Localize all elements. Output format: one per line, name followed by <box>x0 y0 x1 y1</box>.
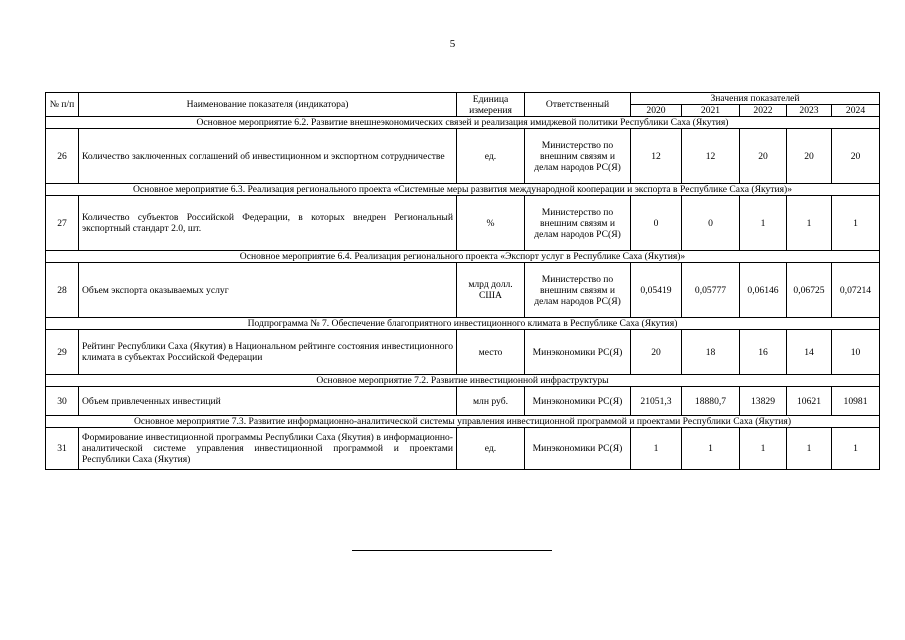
row-value-2024: 10 <box>832 330 880 375</box>
row-num: 29 <box>46 330 79 375</box>
row-value-2022: 20 <box>740 129 787 184</box>
header-num: № п/п <box>46 93 79 117</box>
row-unit: % <box>457 196 525 251</box>
section-row <box>46 251 880 263</box>
section-title: Основное мероприятие 6.3. Реализация регионального проекта «Системные меры развития международной кооперации и экспорта в Республике Саха (Якутия)» <box>46 184 880 196</box>
page-number: 5 <box>449 38 456 50</box>
row-responsible: Минэкономики РС(Я) <box>525 428 631 470</box>
row-value-2021: 18880,7 <box>682 387 740 416</box>
row-value-2024: 1 <box>832 196 880 251</box>
year-2023: 2023 <box>787 105 832 117</box>
row-value-2020: 1 <box>631 428 682 470</box>
row-responsible: Минэкономики РС(Я) <box>525 387 631 416</box>
row-value-2020: 0 <box>631 196 682 251</box>
row-responsible: Минэкономики РС(Я) <box>525 330 631 375</box>
table-row <box>46 196 880 251</box>
row-name: Рейтинг Республики Саха (Якутия) в Национальном рейтинге состояния инвестиционного климата в субъектах Российской Федерации <box>79 330 457 375</box>
row-value-2023: 20 <box>787 129 832 184</box>
row-responsible: Министерство по внешним связям и делам народов РС(Я) <box>525 263 631 318</box>
row-value-2021: 12 <box>682 129 740 184</box>
row-value-2020: 20 <box>631 330 682 375</box>
row-value-2023: 0,06725 <box>787 263 832 318</box>
year-2021: 2021 <box>682 105 740 117</box>
header-responsible: Ответственный <box>525 93 631 117</box>
row-value-2024: 0,07214 <box>832 263 880 318</box>
row-unit: млн руб. <box>457 387 525 416</box>
row-value-2021: 18 <box>682 330 740 375</box>
header-name: Наименование показателя (индикатора) <box>79 93 457 117</box>
row-value-2021: 1 <box>682 428 740 470</box>
row-value-2022: 13829 <box>740 387 787 416</box>
row-value-2021: 0,05777 <box>682 263 740 318</box>
row-num: 26 <box>46 129 79 184</box>
row-name: Формирование инвестиционной программы Республики Саха (Якутия) в информационно-аналитической системе управления инвестиционной программой и проектами Республики Саха (Якутия) <box>79 428 457 470</box>
row-name: Объем экспорта оказываемых услуг <box>79 263 457 318</box>
header-values: Значения показателей <box>631 93 880 105</box>
row-name: Количество заключенных соглашений об инвестиционном и экспортном сотрудничестве <box>79 129 457 184</box>
row-responsible: Министерство по внешним связям и делам народов РС(Я) <box>525 129 631 184</box>
row-value-2024: 1 <box>832 428 880 470</box>
year-2022: 2022 <box>740 105 787 117</box>
row-value-2020: 12 <box>631 129 682 184</box>
row-value-2022: 1 <box>740 196 787 251</box>
row-num: 27 <box>46 196 79 251</box>
row-num: 28 <box>46 263 79 318</box>
indicators-table <box>45 92 880 470</box>
section-row <box>46 318 880 330</box>
row-unit: ед. <box>457 129 525 184</box>
row-value-2023: 1 <box>787 196 832 251</box>
section-row <box>46 416 880 428</box>
row-value-2020: 21051,3 <box>631 387 682 416</box>
row-value-2020: 0,05419 <box>631 263 682 318</box>
row-value-2024: 20 <box>832 129 880 184</box>
row-value-2022: 1 <box>740 428 787 470</box>
row-value-2024: 10981 <box>832 387 880 416</box>
footer-separator-line <box>352 550 552 551</box>
row-value-2023: 14 <box>787 330 832 375</box>
table-row <box>46 428 880 470</box>
section-title: Основное мероприятие 6.4. Реализация регионального проекта «Экспорт услуг в Республике Саха (Якутия)» <box>46 251 880 263</box>
header-unit: Единица измерения <box>457 93 525 117</box>
table-row <box>46 129 880 184</box>
row-num: 31 <box>46 428 79 470</box>
row-value-2022: 16 <box>740 330 787 375</box>
table-row <box>46 263 880 318</box>
row-value-2022: 0,06146 <box>740 263 787 318</box>
table-row <box>46 387 880 416</box>
year-2024: 2024 <box>832 105 880 117</box>
row-name: Количество субъектов Российской Федерации, в которых внедрен Региональный экспортный стандарт 2.0, шт. <box>79 196 457 251</box>
section-title: Основное мероприятие 7.3. Развитие информационно-аналитической системы управления инвестиционной программой и проектами Республики Саха (Якутия) <box>46 416 880 428</box>
header-row <box>46 93 880 105</box>
section-row <box>46 184 880 196</box>
row-num: 30 <box>46 387 79 416</box>
row-value-2023: 10621 <box>787 387 832 416</box>
row-value-2021: 0 <box>682 196 740 251</box>
row-unit: млрд долл. США <box>457 263 525 318</box>
section-title: Основное мероприятие 7.2. Развитие инвестиционной инфраструктуры <box>46 375 880 387</box>
row-unit: место <box>457 330 525 375</box>
section-row <box>46 375 880 387</box>
section-title: Подпрограмма № 7. Обеспечение благоприятного инвестиционного климата в Республике Саха (Якутия) <box>46 318 880 330</box>
row-unit: ед. <box>457 428 525 470</box>
row-responsible: Министерство по внешним связям и делам народов РС(Я) <box>525 196 631 251</box>
section-title: Основное мероприятие 6.2. Развитие внешнеэкономических связей и реализация имиджевой политики Республики Саха (Якутия) <box>46 117 880 129</box>
table-row <box>46 330 880 375</box>
row-name: Объем привлеченных инвестиций <box>79 387 457 416</box>
year-2020: 2020 <box>631 105 682 117</box>
section-row <box>46 117 880 129</box>
row-value-2023: 1 <box>787 428 832 470</box>
